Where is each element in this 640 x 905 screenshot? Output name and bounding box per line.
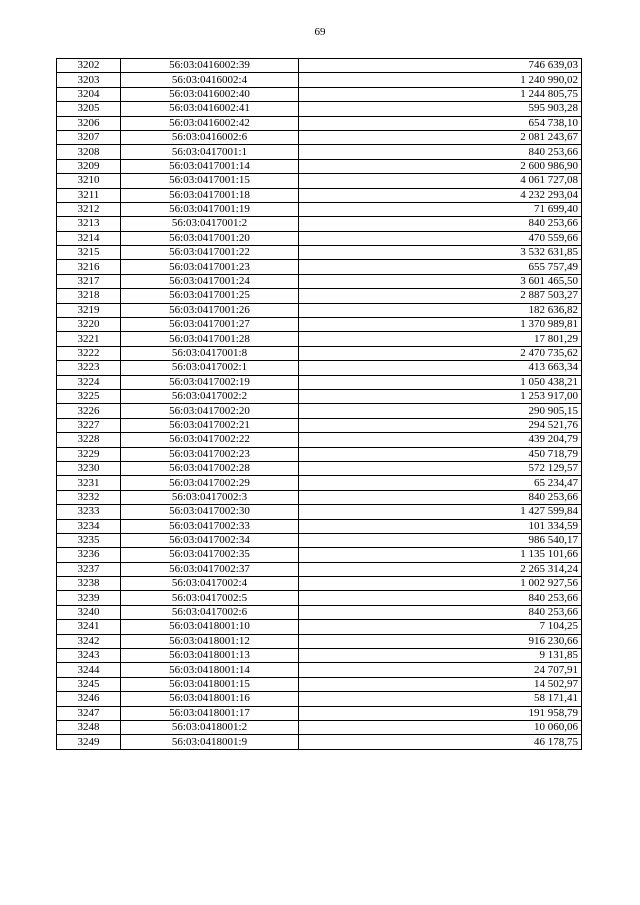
row-number-cell: 3217 xyxy=(57,274,121,288)
cadastral-value-cell: 439 204,79 xyxy=(299,433,582,447)
cadastral-number-cell: 56:03:0417001:19 xyxy=(121,202,299,216)
row-number-cell: 3236 xyxy=(57,548,121,562)
cadastral-number-cell: 56:03:0418001:9 xyxy=(121,735,299,749)
row-number-cell: 3228 xyxy=(57,433,121,447)
cadastral-number-cell: 56:03:0417002:23 xyxy=(121,447,299,461)
cadastral-value-cell: 2 081 243,67 xyxy=(299,130,582,144)
table-row xyxy=(57,188,582,202)
cadastral-value-cell: 746 639,03 xyxy=(299,59,582,73)
cadastral-number-cell: 56:03:0417001:2 xyxy=(121,217,299,231)
row-number-cell: 3207 xyxy=(57,130,121,144)
row-number-cell: 3242 xyxy=(57,634,121,648)
row-number-cell: 3222 xyxy=(57,346,121,360)
row-number-cell: 3206 xyxy=(57,116,121,130)
cadastral-number-cell: 56:03:0417002:34 xyxy=(121,533,299,547)
cadastral-value-cell: 4 061 727,08 xyxy=(299,174,582,188)
row-number-cell: 3214 xyxy=(57,231,121,245)
cadastral-value-cell: 58 171,41 xyxy=(299,692,582,706)
cadastral-number-cell: 56:03:0417002:35 xyxy=(121,548,299,562)
row-number-cell: 3229 xyxy=(57,447,121,461)
cadastral-number-cell: 56:03:0417002:1 xyxy=(121,361,299,375)
table-row xyxy=(57,145,582,159)
cadastral-value-cell: 3 532 631,85 xyxy=(299,246,582,260)
row-number-cell: 3221 xyxy=(57,332,121,346)
cadastral-value-cell: 1 135 101,66 xyxy=(299,548,582,562)
cadastral-number-cell: 56:03:0417002:37 xyxy=(121,562,299,576)
cadastral-value-cell: 1 427 599,84 xyxy=(299,505,582,519)
table-row xyxy=(57,533,582,547)
cadastral-number-cell: 56:03:0418001:15 xyxy=(121,677,299,691)
cadastral-value-cell: 916 230,66 xyxy=(299,634,582,648)
table-row xyxy=(57,476,582,490)
table-row xyxy=(57,591,582,605)
cadastral-number-cell: 56:03:0418001:14 xyxy=(121,663,299,677)
table-row xyxy=(57,202,582,216)
cadastral-value-cell: 840 253,66 xyxy=(299,145,582,159)
cadastral-value-cell: 2 470 735,62 xyxy=(299,346,582,360)
cadastral-value-cell: 1 002 927,56 xyxy=(299,577,582,591)
table-row xyxy=(57,116,582,130)
table-row xyxy=(57,649,582,663)
row-number-cell: 3202 xyxy=(57,59,121,73)
cadastral-number-cell: 56:03:0417001:18 xyxy=(121,188,299,202)
table-row xyxy=(57,634,582,648)
table-row xyxy=(57,677,582,691)
cadastral-value-cell: 46 178,75 xyxy=(299,735,582,749)
cadastral-number-cell: 56:03:0417001:23 xyxy=(121,260,299,274)
cadastral-value-cell: 3 601 465,50 xyxy=(299,274,582,288)
cadastral-number-cell: 56:03:0416002:41 xyxy=(121,102,299,116)
cadastral-number-cell: 56:03:0417002:2 xyxy=(121,389,299,403)
row-number-cell: 3237 xyxy=(57,562,121,576)
cadastral-number-cell: 56:03:0417002:4 xyxy=(121,577,299,591)
table-row xyxy=(57,332,582,346)
table-row xyxy=(57,375,582,389)
row-number-cell: 3231 xyxy=(57,476,121,490)
table-row xyxy=(57,246,582,260)
table-row xyxy=(57,548,582,562)
row-number-cell: 3208 xyxy=(57,145,121,159)
table-row xyxy=(57,231,582,245)
cadastral-value-cell: 1 050 438,21 xyxy=(299,375,582,389)
table-row xyxy=(57,433,582,447)
cadastral-number-cell: 56:03:0417002:29 xyxy=(121,476,299,490)
row-number-cell: 3227 xyxy=(57,418,121,432)
cadastral-value-cell: 294 521,76 xyxy=(299,418,582,432)
cadastral-number-cell: 56:03:0417001:28 xyxy=(121,332,299,346)
row-number-cell: 3219 xyxy=(57,303,121,317)
table-row xyxy=(57,389,582,403)
cadastral-value-cell: 572 129,57 xyxy=(299,461,582,475)
row-number-cell: 3234 xyxy=(57,519,121,533)
table-row xyxy=(57,735,582,749)
cadastral-value-cell: 24 707,91 xyxy=(299,663,582,677)
cadastral-value-cell: 191 958,79 xyxy=(299,706,582,720)
table-row xyxy=(57,577,582,591)
table-row xyxy=(57,361,582,375)
cadastral-number-cell: 56:03:0418001:2 xyxy=(121,720,299,734)
cadastral-number-cell: 56:03:0417002:33 xyxy=(121,519,299,533)
row-number-cell: 3215 xyxy=(57,246,121,260)
table-row xyxy=(57,461,582,475)
cadastral-value-cell: 450 718,79 xyxy=(299,447,582,461)
table-row xyxy=(57,217,582,231)
cadastral-value-cell: 2 265 314,24 xyxy=(299,562,582,576)
row-number-cell: 3223 xyxy=(57,361,121,375)
row-number-cell: 3209 xyxy=(57,159,121,173)
cadastral-value-cell: 1 253 917,00 xyxy=(299,389,582,403)
row-number-cell: 3243 xyxy=(57,649,121,663)
cadastral-number-cell: 56:03:0416002:40 xyxy=(121,87,299,101)
row-number-cell: 3211 xyxy=(57,188,121,202)
row-number-cell: 3213 xyxy=(57,217,121,231)
table-row xyxy=(57,289,582,303)
cadastral-value-cell: 9 131,85 xyxy=(299,649,582,663)
table-row xyxy=(57,102,582,116)
row-number-cell: 3220 xyxy=(57,318,121,332)
cadastral-number-cell: 56:03:0417002:22 xyxy=(121,433,299,447)
table-body xyxy=(57,59,582,750)
cadastral-number-cell: 56:03:0417002:19 xyxy=(121,375,299,389)
table-row xyxy=(57,605,582,619)
row-number-cell: 3248 xyxy=(57,720,121,734)
cadastral-value-cell: 4 232 293,04 xyxy=(299,188,582,202)
table-row xyxy=(57,87,582,101)
cadastral-number-cell: 56:03:0417002:6 xyxy=(121,605,299,619)
table-row xyxy=(57,346,582,360)
cadastral-number-cell: 56:03:0416002:4 xyxy=(121,73,299,87)
row-number-cell: 3239 xyxy=(57,591,121,605)
table-row xyxy=(57,303,582,317)
row-number-cell: 3238 xyxy=(57,577,121,591)
row-number-cell: 3226 xyxy=(57,404,121,418)
table-row xyxy=(57,274,582,288)
cadastral-number-cell: 56:03:0418001:17 xyxy=(121,706,299,720)
cadastral-number-cell: 56:03:0417001:15 xyxy=(121,174,299,188)
cadastral-value-cell: 654 738,10 xyxy=(299,116,582,130)
cadastral-number-cell: 56:03:0417002:3 xyxy=(121,490,299,504)
row-number-cell: 3204 xyxy=(57,87,121,101)
cadastral-value-table xyxy=(56,58,582,750)
table-row xyxy=(57,318,582,332)
cadastral-value-cell: 1 240 990,02 xyxy=(299,73,582,87)
cadastral-number-cell: 56:03:0417002:20 xyxy=(121,404,299,418)
cadastral-value-cell: 986 540,17 xyxy=(299,533,582,547)
table-row xyxy=(57,706,582,720)
table-row xyxy=(57,692,582,706)
row-number-cell: 3205 xyxy=(57,102,121,116)
table-row xyxy=(57,418,582,432)
row-number-cell: 3210 xyxy=(57,174,121,188)
table-row xyxy=(57,519,582,533)
row-number-cell: 3235 xyxy=(57,533,121,547)
cadastral-number-cell: 56:03:0416002:39 xyxy=(121,59,299,73)
row-number-cell: 3232 xyxy=(57,490,121,504)
cadastral-number-cell: 56:03:0417001:22 xyxy=(121,246,299,260)
row-number-cell: 3246 xyxy=(57,692,121,706)
row-number-cell: 3245 xyxy=(57,677,121,691)
row-number-cell: 3216 xyxy=(57,260,121,274)
cadastral-value-cell: 7 104,25 xyxy=(299,620,582,634)
cadastral-value-cell: 840 253,66 xyxy=(299,591,582,605)
cadastral-value-cell: 470 559,66 xyxy=(299,231,582,245)
cadastral-number-cell: 56:03:0418001:16 xyxy=(121,692,299,706)
cadastral-value-cell: 290 905,15 xyxy=(299,404,582,418)
table-row xyxy=(57,59,582,73)
row-number-cell: 3240 xyxy=(57,605,121,619)
row-number-cell: 3218 xyxy=(57,289,121,303)
cadastral-value-cell: 840 253,66 xyxy=(299,605,582,619)
cadastral-value-cell: 182 636,82 xyxy=(299,303,582,317)
cadastral-number-cell: 56:03:0416002:42 xyxy=(121,116,299,130)
row-number-cell: 3225 xyxy=(57,389,121,403)
table-row xyxy=(57,404,582,418)
table-row xyxy=(57,260,582,274)
row-number-cell: 3247 xyxy=(57,706,121,720)
cadastral-value-cell: 413 663,34 xyxy=(299,361,582,375)
table-row xyxy=(57,720,582,734)
cadastral-value-cell: 840 253,66 xyxy=(299,490,582,504)
cadastral-number-cell: 56:03:0417002:5 xyxy=(121,591,299,605)
table-row xyxy=(57,130,582,144)
cadastral-number-cell: 56:03:0417001:25 xyxy=(121,289,299,303)
cadastral-number-cell: 56:03:0417001:24 xyxy=(121,274,299,288)
row-number-cell: 3224 xyxy=(57,375,121,389)
table-row xyxy=(57,505,582,519)
cadastral-number-cell: 56:03:0417001:14 xyxy=(121,159,299,173)
cadastral-number-cell: 56:03:0416002:6 xyxy=(121,130,299,144)
cadastral-number-cell: 56:03:0417001:1 xyxy=(121,145,299,159)
row-number-cell: 3203 xyxy=(57,73,121,87)
cadastral-number-cell: 56:03:0417001:8 xyxy=(121,346,299,360)
row-number-cell: 3241 xyxy=(57,620,121,634)
cadastral-number-cell: 56:03:0417001:27 xyxy=(121,318,299,332)
cadastral-value-cell: 17 801,29 xyxy=(299,332,582,346)
cadastral-number-cell: 56:03:0417002:21 xyxy=(121,418,299,432)
cadastral-number-cell: 56:03:0417001:20 xyxy=(121,231,299,245)
cadastral-number-cell: 56:03:0417001:26 xyxy=(121,303,299,317)
cadastral-number-cell: 56:03:0417002:30 xyxy=(121,505,299,519)
cadastral-value-cell: 2 887 503,27 xyxy=(299,289,582,303)
table-row xyxy=(57,490,582,504)
cadastral-value-cell: 10 060,06 xyxy=(299,720,582,734)
page-number: 69 xyxy=(314,26,326,38)
cadastral-value-cell: 65 234,47 xyxy=(299,476,582,490)
table-row xyxy=(57,159,582,173)
cadastral-value-cell: 1 370 989,81 xyxy=(299,318,582,332)
row-number-cell: 3249 xyxy=(57,735,121,749)
cadastral-value-cell: 101 334,59 xyxy=(299,519,582,533)
table-row xyxy=(57,174,582,188)
cadastral-number-cell: 56:03:0418001:13 xyxy=(121,649,299,663)
cadastral-number-cell: 56:03:0418001:12 xyxy=(121,634,299,648)
cadastral-value-cell: 595 903,28 xyxy=(299,102,582,116)
cadastral-value-cell: 2 600 986,90 xyxy=(299,159,582,173)
cadastral-value-cell: 71 699,40 xyxy=(299,202,582,216)
table-row xyxy=(57,620,582,634)
row-number-cell: 3230 xyxy=(57,461,121,475)
table-row xyxy=(57,447,582,461)
table-row xyxy=(57,562,582,576)
table-row xyxy=(57,73,582,87)
cadastral-value-cell: 1 244 805,75 xyxy=(299,87,582,101)
cadastral-value-cell: 14 502,97 xyxy=(299,677,582,691)
cadastral-number-cell: 56:03:0417002:28 xyxy=(121,461,299,475)
cadastral-value-cell: 840 253,66 xyxy=(299,217,582,231)
cadastral-value-cell: 655 757,49 xyxy=(299,260,582,274)
table-row xyxy=(57,663,582,677)
row-number-cell: 3212 xyxy=(57,202,121,216)
cadastral-number-cell: 56:03:0418001:10 xyxy=(121,620,299,634)
row-number-cell: 3233 xyxy=(57,505,121,519)
row-number-cell: 3244 xyxy=(57,663,121,677)
